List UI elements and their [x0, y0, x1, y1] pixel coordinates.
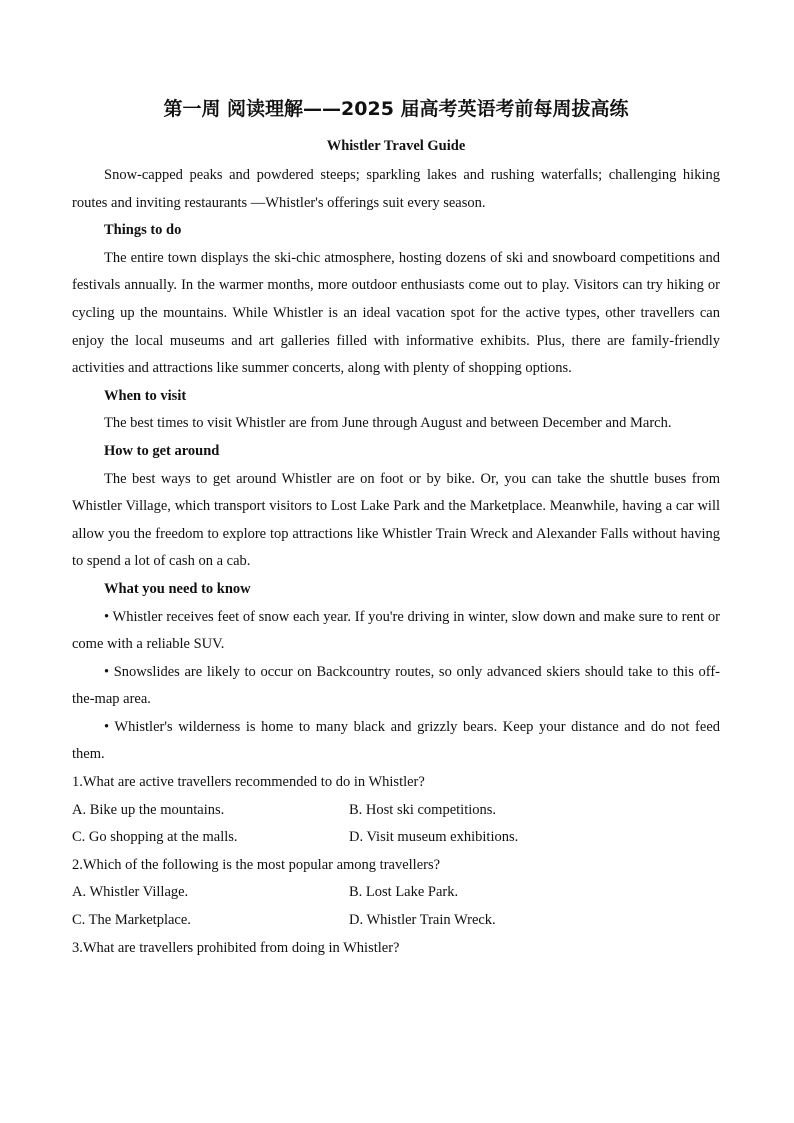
document-page — [72, 96, 720, 962]
option-a: A. Whistler Village. — [72, 884, 189, 901]
question-3 — [72, 935, 720, 963]
section-heading: When to visit — [104, 387, 187, 404]
question-stem: 1.What are active travellers recommended to do in Whistler? — [72, 774, 425, 791]
section-heading: How to get around — [104, 442, 220, 459]
question-1 — [72, 769, 720, 852]
section-when-to-visit — [72, 383, 720, 438]
option-d: D. Whistler Train Wreck. — [349, 912, 496, 929]
bullet-paragraph: • Whistler's wilderness is home to many black and grizzly bears. Keep your distance and do not feed them. — [72, 718, 720, 763]
option-d: D. Visit museum exhibitions. — [349, 829, 519, 846]
question-options — [72, 797, 720, 852]
option-a: A. Bike up the mountains. — [72, 801, 225, 818]
section-things-to-do — [72, 217, 720, 383]
section-paragraph: The best ways to get around Whistler are on foot or by bike. Or, you can take the shuttle buses from Whistler Village, which transport visitors to Lost Lake Park and the Marketplace. Meanwhile, having a car will allow you the freedom to explore top attractions like Whistler Train Wreck and Alexander Falls without having to spend a lot of cash on a cab. — [72, 470, 720, 570]
section-heading: Things to do — [104, 222, 182, 239]
question-options — [72, 879, 720, 934]
option-c: C. Go shopping at the malls. — [72, 829, 238, 846]
question-stem: 2.Which of the following is the most popular among travellers? — [72, 856, 441, 873]
question-stem: 3.What are travellers prohibited from doing in Whistler? — [72, 939, 400, 956]
intro-paragraph: Snow-capped peaks and powdered steeps; sparkling lakes and rushing waterfalls; challenging hiking routes and inviting restaurants —Whistler's offerings suit every season. — [72, 167, 720, 211]
option-c: C. The Marketplace. — [72, 912, 191, 929]
bullet-paragraph: • Whistler receives feet of snow each year. If you're driving in winter, slow down and make sure to rent or come with a reliable SUV. — [72, 608, 720, 653]
question-2 — [72, 852, 720, 935]
section-what-you-need-to-know — [72, 576, 720, 769]
option-b: B. Lost Lake Park. — [349, 884, 459, 901]
option-b: B. Host ski competitions. — [349, 801, 497, 818]
section-paragraph: The entire town displays the ski-chic atmosphere, hosting dozens of ski and snowboard competitions and festivals annually. In the warmer months, more outdoor enthusiasts come out to play. Visitors can try hiking or cycling up the mountains. While Whistler is an ideal vacation spot for the active types, other travellers can enjoy the local museums and art galleries filled with informative exhibits. Plus, there are family-friendly activities and attractions like summer concerts, along with plenty of shopping options. — [72, 249, 720, 377]
section-paragraph: The best times to visit Whistler are from June through August and between December and March. — [104, 415, 672, 432]
section-heading: What you need to know — [104, 580, 251, 597]
page-title: 第一周 阅读理解——2025 届高考英语考前每周拔高练 — [163, 98, 629, 120]
section-how-to-get-around — [72, 438, 720, 576]
article-title: Whistler Travel Guide — [326, 138, 466, 154]
bullet-paragraph: • Snowslides are likely to occur on Backcountry routes, so only advanced skiers should take to this off-the-map area. — [72, 663, 720, 708]
